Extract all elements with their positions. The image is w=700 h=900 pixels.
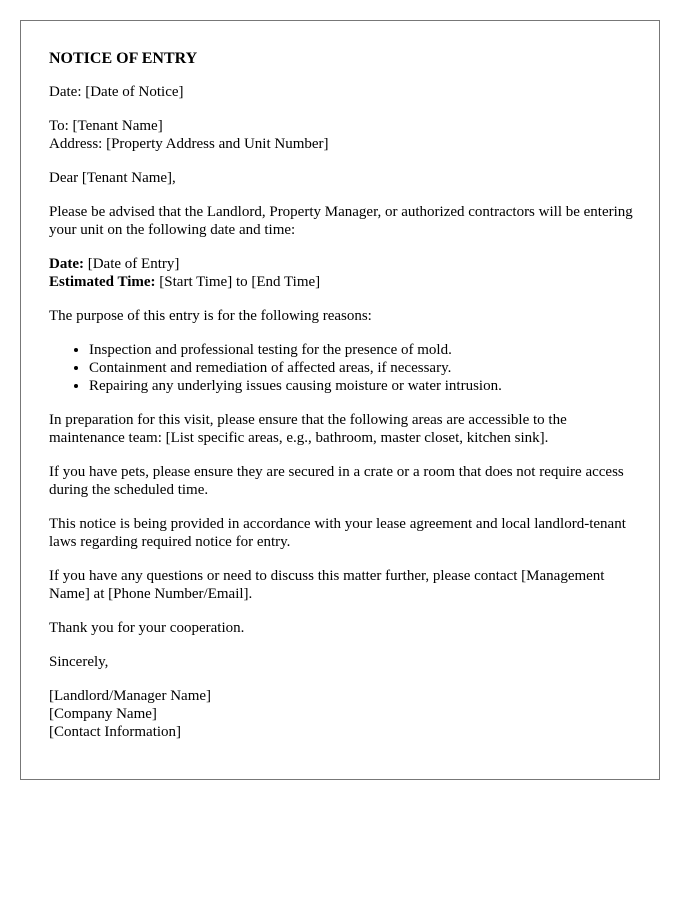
recipient-name: To: [Tenant Name] <box>49 118 163 134</box>
signature-block <box>49 687 639 741</box>
recipient-address: Address: [Property Address and Unit Number] <box>49 136 329 152</box>
questions-paragraph: If you have any questions or need to discuss this matter further, please contact [Management Name] at [Phone Number/Email]. <box>49 568 605 602</box>
entry-time-label: Estimated Time: <box>49 274 156 290</box>
entry-time-line <box>49 273 639 291</box>
thanks-paragraph: Thank you for your cooperation. <box>49 620 245 636</box>
notice-page <box>20 20 660 780</box>
closing: Sincerely, <box>49 654 109 670</box>
list-item: • Repairing any underlying issues causing moisture or water intrusion. <box>89 377 639 395</box>
notice-title: NOTICE OF ENTRY <box>49 50 198 67</box>
entry-date-value: [Date of Entry] <box>83 256 180 272</box>
notice-date: Date: [Date of Notice] <box>49 84 184 100</box>
intro-paragraph: Please be advised that the Landlord, Property Manager, or authorized contractors will be entering your unit on the following date and time: <box>49 204 633 238</box>
lease-paragraph: This notice is being provided in accordance with your lease agreement and local landlord-tenant laws regarding required notice for entry. <box>49 516 626 550</box>
signature-company: [Company Name] <box>49 706 157 722</box>
purpose-paragraph: The purpose of this entry is for the following reasons: <box>49 308 372 324</box>
entry-time-value: [Start Time] to [End Time] <box>155 274 321 290</box>
list-item: • Inspection and professional testing for the presence of mold. <box>89 341 639 359</box>
recipient-block <box>49 117 639 153</box>
entry-date-label: Date: <box>49 256 84 272</box>
pets-paragraph: If you have pets, please ensure they are secured in a crate or a room that does not require access during the scheduled time. <box>49 464 624 498</box>
reasons-list <box>49 341 639 395</box>
signature-contact: [Contact Information] <box>49 724 182 740</box>
list-item: • Containment and remediation of affected areas, if necessary. <box>89 359 639 377</box>
salutation: Dear [Tenant Name], <box>49 170 176 186</box>
entry-date-line <box>49 255 639 273</box>
entry-details <box>49 255 639 291</box>
preparation-paragraph: In preparation for this visit, please ensure that the following areas are accessible to the maintenance team: [List specific areas, e.g., bathroom, master closet, kitchen sink]. <box>49 412 567 446</box>
notice-content <box>49 49 639 741</box>
signature-name: [Landlord/Manager Name] <box>49 688 212 704</box>
